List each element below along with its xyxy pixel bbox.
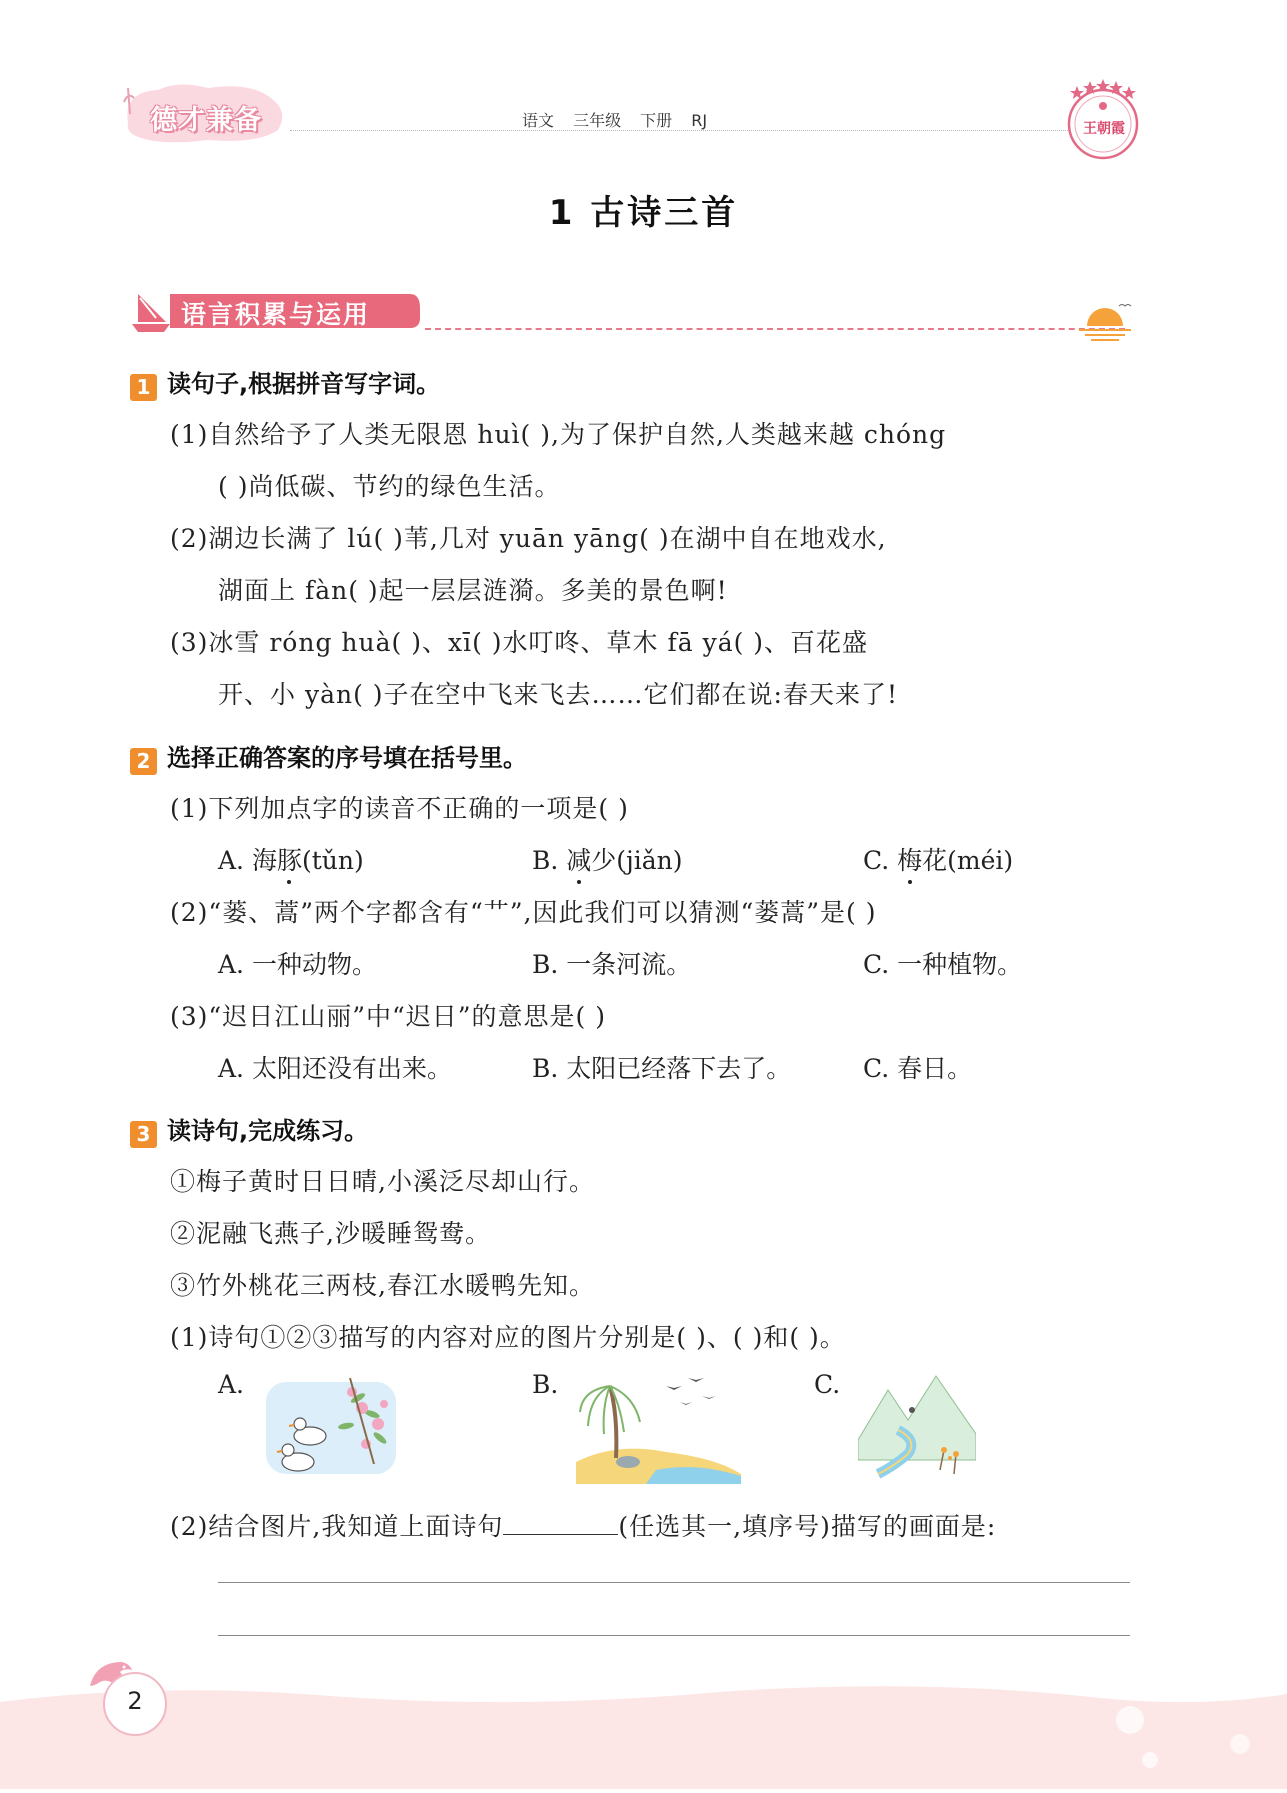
option-b-dotted-char: 减 — [566, 846, 592, 875]
question-2-number: 2 — [130, 748, 157, 775]
q1-line-2: ( )尚低碳、节约的绿色生活。 — [218, 472, 561, 501]
lesson-title: 1 古诗三首 — [548, 193, 739, 233]
picture-b-willow-swallows — [576, 1366, 741, 1484]
option-a-dotted-char: 豚 — [276, 846, 302, 875]
q3-sub-2-prefix: (2)结合图片,我知道上面诗句 — [170, 1512, 504, 1541]
page-number-badge — [103, 1672, 167, 1736]
q1-line-3: (2)湖边长满了 lú( )苇,几对 yuān yāng( )在湖中自在地戏水, — [170, 524, 887, 553]
q3-sub-1: (1)诗句①②③描写的内容对应的图片分别是( )、( )和( )。 — [170, 1323, 846, 1352]
q2-sub-2-option-b: B. 一条河流。 — [532, 950, 692, 979]
q2-sub-1-option-a — [218, 841, 364, 877]
question-1-number: 1 — [130, 374, 157, 401]
question-3-title: 读诗句,完成练习。 — [167, 1117, 369, 1145]
picture-a-ducks-peach-blossom — [262, 1368, 402, 1480]
question-2-title: 选择正确答案的序号填在括号里。 — [167, 744, 527, 772]
q2-sub-2-option-a: A. 一种动物。 — [218, 950, 377, 979]
q3-poem-1: ①梅子黄时日日晴,小溪泛尽却山行。 — [170, 1167, 595, 1196]
picture-b-label: B. — [532, 1370, 559, 1399]
question-3-heading — [130, 1111, 368, 1148]
q1-line-4: 湖面上 fàn( )起一层层涟漪。多美的景色啊! — [218, 576, 728, 605]
q3-sub-2-suffix: (任选其一,填序号)描写的画面是: — [618, 1512, 997, 1541]
q2-sub-2-option-c: C. 一种植物。 — [863, 950, 1023, 979]
q3-sub-2 — [170, 1507, 996, 1543]
question-1-title: 读句子,根据拼音写字词。 — [167, 370, 441, 398]
section-banner-title: 语言积累与运用 — [181, 300, 371, 329]
answer-line-2[interactable] — [218, 1635, 1130, 1636]
question-3-number: 3 — [130, 1121, 157, 1148]
answer-line-1[interactable] — [218, 1582, 1130, 1583]
logo-text: 德才兼备 — [150, 105, 262, 136]
page-number: 2 — [127, 1687, 143, 1715]
footer-wave — [0, 1680, 1287, 1789]
option-b-suffix: 少(jiǎn) — [591, 846, 683, 875]
author-stamp — [1063, 76, 1143, 164]
section-banner — [130, 288, 425, 333]
q2-sub-2: (2)“蒌、蒿”两个字都含有“艹”,因此我们可以猜测“蒌蒿”是( ) — [170, 898, 877, 927]
picture-a-label: A. — [218, 1370, 245, 1399]
option-c-suffix: 花(méi) — [922, 846, 1014, 875]
q2-sub-3: (3)“迟日江山丽”中“迟日”的意思是( ) — [170, 1002, 606, 1031]
q2-sub-3-option-c: C. 春日。 — [863, 1054, 973, 1083]
q2-sub-1-option-b — [532, 841, 683, 877]
question-1-heading — [130, 364, 440, 401]
option-a-prefix: A. 海 — [218, 846, 277, 875]
question-2-heading — [130, 738, 527, 775]
header-divider — [290, 130, 1070, 131]
q3-poem-3: ③竹外桃花三两枝,春江水暖鸭先知。 — [170, 1271, 595, 1300]
option-c-dotted-char: 梅 — [897, 846, 923, 875]
option-b-prefix: B. — [532, 846, 567, 875]
q3-poem-2: ②泥融飞燕子,沙暖睡鸳鸯。 — [170, 1219, 491, 1248]
picture-c-mountain-stream — [858, 1370, 976, 1482]
q1-line-6: 开、小 yàn( )子在空中飞来飞去……它们都在说:春天来了! — [218, 680, 899, 709]
picture-c-label: C. — [814, 1370, 841, 1399]
q2-sub-3-option-b: B. 太阳已经落下去了。 — [532, 1054, 792, 1083]
brand-logo — [118, 82, 293, 144]
q2-sub-1-option-c — [863, 841, 1013, 877]
q1-line-1: (1)自然给予了人类无限恩 huì( ),为了保护自然,人类越来越 chóng — [170, 420, 947, 449]
banner-divider — [425, 328, 1125, 330]
option-c-prefix: C. — [863, 846, 898, 875]
stamp-text: 王朝霞 — [1083, 121, 1125, 137]
q2-sub-3-option-a: A. 太阳还没有出来。 — [218, 1054, 452, 1083]
q2-sub-1: (1)下列加点字的读音不正确的一项是( ) — [170, 794, 629, 823]
q1-line-5: (3)冰雪 róng huà( )、xī( )水叮咚、草木 fā yá( )、百花盛 — [170, 628, 869, 657]
sunset-icon — [1075, 300, 1135, 342]
poem-number-blank[interactable] — [503, 1514, 618, 1535]
option-a-suffix: (tǔn) — [301, 846, 364, 875]
book-meta: 语文 三年级 下册 RJ — [522, 111, 708, 130]
